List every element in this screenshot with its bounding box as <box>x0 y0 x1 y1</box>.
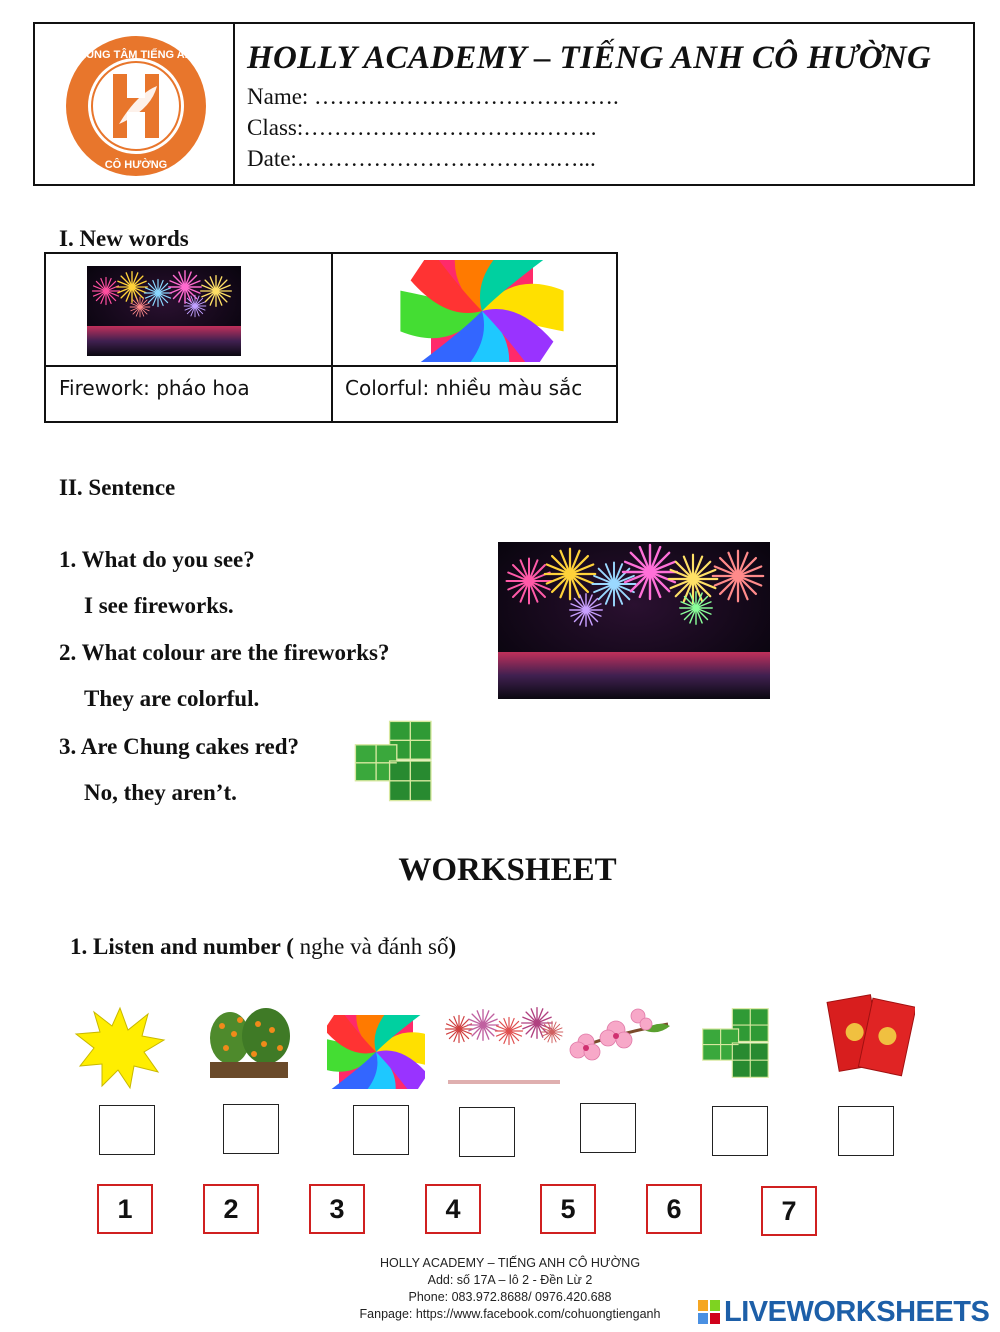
svg-text:CÔ HƯỜNG: CÔ HƯỜNG <box>104 159 168 171</box>
answer-box[interactable] <box>223 1104 279 1154</box>
header-divider <box>233 24 235 184</box>
question-3: 3. Are Chung cakes red? <box>59 734 300 759</box>
rainbow-swirl-icon <box>327 1015 425 1089</box>
number-tile-2[interactable]: 2 <box>203 1184 259 1234</box>
instruction-bold: 1. Listen and number ( <box>70 934 294 959</box>
footer-address: Add: số 17A – lô 2 - Đền Lừ 2 <box>427 1273 593 1287</box>
answer-box[interactable] <box>459 1107 515 1157</box>
instruction-close: ) <box>448 934 457 959</box>
svg-text:TRUNG TÂM TIẾNG ANH: TRUNG TÂM TIẾNG ANH <box>71 49 201 61</box>
new-words-heading: I. New words <box>59 226 189 251</box>
answer-box[interactable] <box>838 1106 894 1156</box>
liveworksheets-logo-icon <box>698 1300 720 1324</box>
footer-academy: HOLLY ACADEMY – TIẾNG ANH CÔ HƯỜNG <box>379 1256 641 1270</box>
kumquat-tree-icon <box>206 1004 292 1080</box>
chung-cake-image <box>348 716 442 806</box>
liveworksheets-brand[interactable]: LIVEWORKSHEETS <box>724 1296 990 1328</box>
answer-3: No, they aren’t. <box>84 780 237 805</box>
answer-box[interactable] <box>99 1105 155 1155</box>
peach-blossom-icon <box>564 1004 674 1066</box>
fireworks-image <box>87 266 241 356</box>
number-tile-5[interactable]: 5 <box>540 1184 596 1234</box>
answer-box[interactable] <box>353 1105 409 1155</box>
word-colorful: Colorful: nhiều màu sắc <box>345 376 583 400</box>
sun-icon <box>74 1006 166 1090</box>
answer-2: They are colorful. <box>84 686 260 711</box>
word-firework: Firework: pháo hoa <box>59 376 250 400</box>
chung-cake-icon <box>692 1004 782 1082</box>
question-2: 2. What colour are the fireworks? <box>59 640 390 665</box>
sentence-heading: II. Sentence <box>59 475 176 500</box>
answer-1: I see fireworks. <box>84 593 234 618</box>
date-field[interactable]: Date:…………………………….…... <box>247 146 596 171</box>
number-tile-4[interactable]: 4 <box>425 1184 481 1234</box>
academy-logo <box>61 36 211 176</box>
footer-fanpage[interactable]: Fanpage: https://www.facebook.com/cohuongtienganh <box>359 1307 661 1321</box>
rainbow-swirl-image <box>391 260 573 362</box>
number-tile-3[interactable]: 3 <box>309 1184 365 1234</box>
number-tile-7[interactable]: 7 <box>761 1186 817 1236</box>
footer-phone: Phone: 083.972.8688/ 0976.420.688 <box>408 1290 612 1304</box>
question-1: 1. What do you see? <box>59 547 255 572</box>
header-title: HOLLY ACADEMY – TIẾNG ANH CÔ HƯỜNG <box>247 40 932 76</box>
table-divider <box>46 365 616 367</box>
table-divider <box>331 254 333 421</box>
listen-instruction <box>70 934 456 960</box>
new-words-table <box>44 252 618 423</box>
number-tile-1[interactable]: 1 <box>97 1184 153 1234</box>
red-envelope-icon <box>825 988 915 1080</box>
worksheet-title: WORKSHEET <box>398 852 617 888</box>
fireworks-photo <box>498 542 770 699</box>
name-field[interactable]: Name: …………………………………. <box>247 84 619 109</box>
worksheet-header <box>33 22 975 186</box>
fireworks-icon <box>444 1006 564 1090</box>
instruction-vietnamese: nghe và đánh số <box>293 934 449 959</box>
number-tile-6[interactable]: 6 <box>646 1184 702 1234</box>
answer-box[interactable] <box>712 1106 768 1156</box>
class-field[interactable]: Class:………………………….…….. <box>247 115 597 140</box>
answer-box[interactable] <box>580 1103 636 1153</box>
